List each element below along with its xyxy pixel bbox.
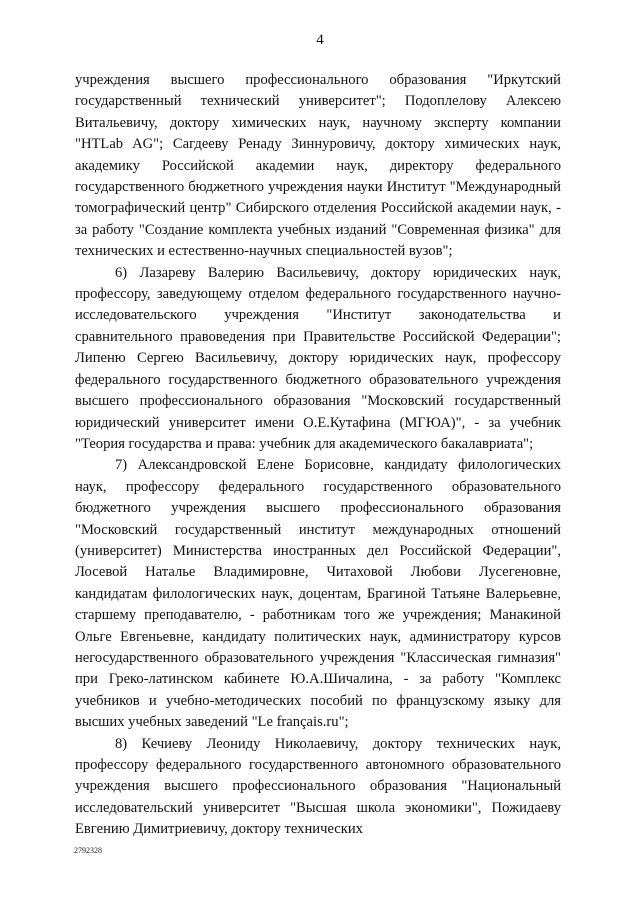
- paragraph-item-7: 7) Александровской Елене Борисовне, кандидату филологических наук, профессору федерального государственного образовательного бюджетного учреждения высшего профессионального образования "Московский государственный институт международных отношений (университет) Министерства иностранных дел Российской Федерации", Лосевой Наталье Владимировне, Читаховой Любови Лусегеновне, кандидатам филологических наук, доцентам, Брагиной Татьяне Валерьевне, старшему преподавателю, - работникам того же учреждения; Манакиной Ольге Евгеньевне, кандидату политических наук, администратору курсов негосударственного образовательного учреждения "Классическая гимназия" при Греко-латинском кабинете Ю.А.Шичалина, - за работу "Комплекс учебников и учебно-методических пособий по французскому языку для высших учебных заведений "Le français.ru";: [75, 457, 561, 731]
- page-number: 4: [316, 32, 324, 48]
- paragraph-item-8: 8) Кечиеву Леониду Николаевичу, доктору технических наук, профессору федерального государственного автономного образовательного учреждения высшего профессионального образования "Национальный исследовательский университет "Высшая школа экономики", Пожидаеву Евгению Димитриевичу, доктору технических: [75, 735, 561, 838]
- document-id: 2792328: [74, 846, 102, 855]
- paragraph-item-6: 6) Лазареву Валерию Васильевичу, доктору юридических наук, профессору, заведующему отделом федерального государственного научно-исследовательского учреждения "Институт законодательства и сравнительного правоведения при Правительстве Российской Федерации"; Липеню Сергею Васильевичу, доктору юридических наук, профессору федерального государственного бюджетного образовательного учреждения высшего профессионального образования "Московский государственный юридический университет имени О.Е.Кутафина (МГЮА)", - за учебник "Теория государства и права: учебник для академического бакалавриата";: [75, 264, 561, 452]
- document-body: [75, 70, 561, 841]
- paragraph-continuation: учреждения высшего профессионального образования "Иркутский государственный технический университет"; Подоплелову Алексею Витальевичу, доктору химических наук, научному эксперту компании "HTLab AG"; Сагдееву Ренаду Зиннуровичу, доктору химических наук, академику Российской академии наук, директору федерального государственного бюджетного учреждения науки Институт "Международный томографический центр" Сибирского отделения Российской академии наук, - за работу "Создание комплекта учебных изданий "Современная физика" для технических и естественно-научных специальностей вузов";: [75, 72, 561, 260]
